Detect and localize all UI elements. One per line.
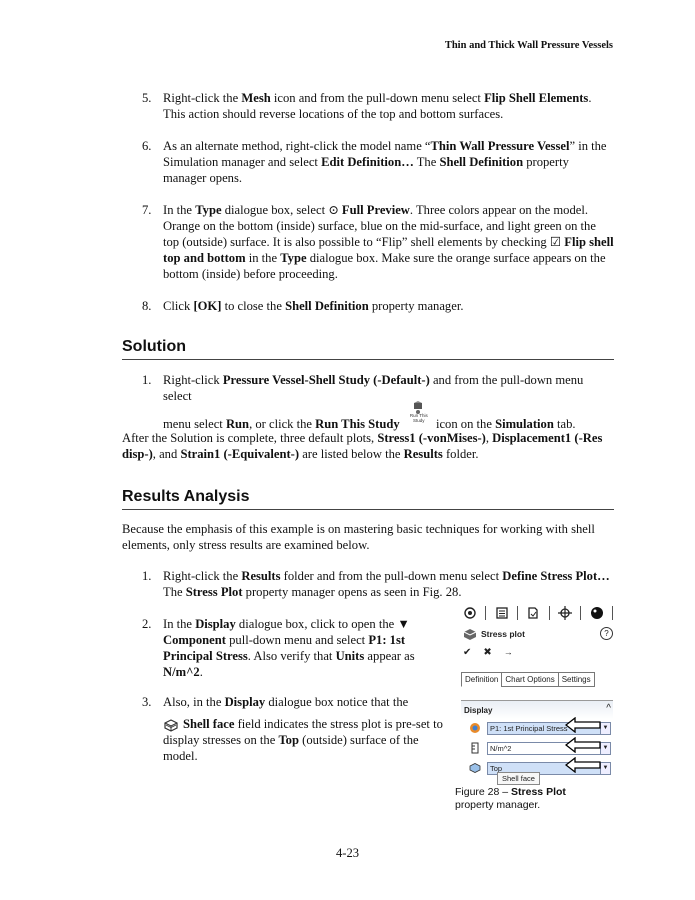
- panel-title-text: Stress plot: [481, 629, 525, 639]
- results-step-1: [122, 568, 614, 600]
- text-run: . Also verify that: [247, 649, 336, 663]
- pin-icon[interactable]: →: [503, 647, 513, 657]
- text-run: After the Solution is complete, three default plots,: [122, 431, 378, 445]
- text-run-bold: Display: [224, 695, 266, 709]
- collapse-icon[interactable]: ^: [606, 703, 611, 714]
- text-run: . Three colors appear on the model. Orange on the bottom (inside) surface, blue on the mid-surface, and light green on the top (outside) surface. It is also possible to “Flip” shell elements by checking ☑: [163, 203, 596, 249]
- list-number: 3.: [142, 695, 152, 709]
- solution-paragraph: [122, 430, 614, 462]
- list-item: [122, 202, 614, 282]
- text-run-bold: Full Preview: [341, 203, 410, 217]
- text-run: ,: [485, 431, 493, 445]
- text-run-bold: Results: [403, 447, 443, 461]
- text-run-bold: Stress1 (-vonMises-): [377, 431, 486, 445]
- list-number: 6.: [142, 139, 152, 153]
- text-run-bold: Shell face: [183, 717, 235, 731]
- text-run-bold: Edit Definition…: [321, 155, 414, 169]
- list-number: 7.: [142, 203, 152, 217]
- list-number: 5.: [142, 91, 152, 105]
- text-run-bold: Run: [225, 417, 250, 431]
- text-run-bold: Top: [278, 733, 299, 748]
- text-run: In the: [163, 617, 196, 631]
- text-run: .: [199, 665, 203, 679]
- list-text: [163, 617, 415, 679]
- text-run-bold: Simulation: [495, 417, 554, 431]
- text-run-bold: [OK]: [193, 299, 222, 313]
- text-run: The: [163, 585, 186, 599]
- text-run: In the: [163, 203, 196, 217]
- text-run: Click: [163, 299, 194, 313]
- text-run-bold: Define Stress Plot…: [502, 569, 610, 583]
- caption-label: Figure 28 –: [455, 786, 512, 798]
- text-run: . This action should reverse locations of the top and bottom surfaces.: [163, 91, 592, 121]
- text-run-bold: P1: 1st Principal Stress: [163, 633, 406, 663]
- cancel-button[interactable]: ✖: [483, 647, 492, 658]
- text-run: Right-click the: [163, 91, 242, 105]
- list-item: [122, 616, 447, 680]
- text-run-bold: Flip Shell Elements: [484, 91, 589, 105]
- text-run: icon and from the pull-down menu select: [270, 91, 485, 105]
- shell-face-tooltip: Shell face: [497, 772, 540, 785]
- text-run: property manager opens.: [163, 155, 569, 185]
- results-step-2: [122, 616, 447, 680]
- list-number: 8.: [142, 299, 152, 313]
- stress-plot-icon: [463, 628, 477, 640]
- component-icon: [469, 722, 481, 734]
- text-run-bold: Flip shell top and bottom: [163, 235, 614, 265]
- tab-chart-options[interactable]: Chart Options: [501, 672, 558, 687]
- callout-arrow-icon: [565, 717, 601, 733]
- text-run-bold: Display: [195, 617, 236, 631]
- text-run-bold: Type: [280, 251, 307, 265]
- toolbar-divider: [517, 606, 518, 620]
- list-number: 2.: [142, 617, 152, 631]
- text-run-bold: Thin Wall Pressure Vessel: [430, 139, 570, 153]
- shell-face-select-value: Top: [490, 763, 503, 773]
- text-run-bold: Stress Plot: [185, 585, 243, 599]
- list-text: [163, 91, 592, 121]
- property-manager-icon[interactable]: [493, 605, 511, 621]
- list-text: [163, 203, 614, 281]
- text-run: in the: [245, 251, 281, 265]
- callout-arrow-icon: [565, 737, 601, 753]
- caption-rest: property manager.: [455, 799, 541, 811]
- text-run-bold: Run This Study: [315, 417, 400, 431]
- dropdown-arrow-icon[interactable]: ▼: [600, 743, 610, 754]
- list-item: [122, 372, 614, 433]
- text-run: dialogue box notice that the: [265, 695, 409, 709]
- manager-toolbar: [461, 604, 613, 622]
- text-run: dialogue box, click to open the ▼: [235, 617, 410, 631]
- section-heading-solution: Solution: [122, 338, 614, 360]
- toolbar-divider: [485, 606, 486, 620]
- shell-face-icon: [163, 718, 179, 732]
- text-run: The: [413, 155, 440, 169]
- text-run-bold: Shell Definition: [439, 155, 524, 169]
- stress-plot-property-manager: [455, 604, 615, 784]
- dropdown-arrow-icon[interactable]: ▼: [600, 723, 610, 734]
- figure-caption: [455, 786, 566, 812]
- list-number: 1.: [142, 569, 152, 583]
- text-run: folder.: [442, 447, 479, 461]
- text-run-bold: Component: [163, 633, 226, 647]
- section-heading-results-analysis: Results Analysis: [122, 488, 614, 510]
- list-item: [122, 568, 614, 600]
- text-run: to close the: [221, 299, 286, 313]
- run-this-study-icon-caption: Run This Study: [409, 413, 428, 424]
- text-run: Right-click the: [163, 569, 242, 583]
- configuration-manager-icon[interactable]: [524, 605, 542, 621]
- display-group-title: Display: [464, 706, 493, 715]
- text-run: appear as: [364, 649, 415, 663]
- text-run: pull-down menu and select: [225, 633, 369, 647]
- shell-face-select-icon: [469, 762, 481, 774]
- units-icon: [469, 742, 481, 754]
- text-run: tab.: [553, 417, 576, 431]
- results-step-3: [122, 694, 447, 764]
- text-run-bold: Type: [195, 203, 222, 217]
- text-run: (outside) surface of the model.: [163, 733, 419, 764]
- list-item: [122, 138, 614, 186]
- text-run: are listed below the: [299, 447, 404, 461]
- text-run: folder and from the pull-down menu select: [280, 569, 503, 583]
- text-run: , or click the: [249, 417, 316, 431]
- toolbar-divider: [549, 606, 550, 620]
- list-item: [122, 90, 614, 122]
- text-run: icon on the: [435, 417, 496, 431]
- running-head: Thin and Thick Wall Pressure Vessels: [444, 40, 613, 51]
- text-run-bold: Mesh: [241, 91, 271, 105]
- text-run: Also, in the: [163, 695, 225, 709]
- text-run: As an alternate method, right-click the model name “: [163, 139, 431, 153]
- caption-bold: Stress Plot: [511, 786, 566, 798]
- text-run: property manager opens as seen in Fig. 28.: [242, 585, 462, 599]
- units-select-value: N/m^2: [490, 743, 512, 753]
- panel-title: [463, 628, 525, 640]
- text-run: dialogue box, select ⊙: [221, 203, 342, 217]
- text-run: dialogue box. Make sure the orange surface appears on the bottom (inside) before proceeding.: [163, 251, 606, 281]
- text-run: ” in the Simulation manager and select: [163, 139, 607, 169]
- text-run: Right-click: [163, 373, 223, 387]
- steps-list-1: [122, 90, 614, 314]
- tab-definition[interactable]: Definition: [461, 672, 502, 687]
- text-run: , and: [152, 447, 181, 461]
- text-run-bold: Pressure Vessel-Shell Study (-Default-): [222, 373, 430, 387]
- results-paragraph: Because the emphasis of this example is on mastering basic techniques for working with shell elements, only stress results are examined below.: [122, 522, 595, 552]
- simulation-manager-icon[interactable]: [461, 605, 479, 621]
- panel-actions: [463, 647, 513, 658]
- display-manager-icon[interactable]: [588, 605, 606, 621]
- text-run-bold: Units: [335, 649, 365, 663]
- panel-tabs: [461, 672, 594, 687]
- text-run: property manager.: [368, 299, 464, 313]
- toolbar-divider: [612, 606, 613, 620]
- list-text: [163, 139, 607, 185]
- callout-arrow-icon: [565, 757, 601, 773]
- list-item: [122, 694, 447, 764]
- text-run: and from the pull-down menu select: [163, 373, 584, 403]
- text-run-bold: Strain1 (-Equivalent-): [180, 447, 300, 461]
- text-run-bold: Displacement1 (-Res disp-): [122, 431, 603, 461]
- ok-button[interactable]: ✔: [463, 647, 472, 658]
- text-run: menu select: [163, 417, 226, 431]
- dimxpert-manager-icon[interactable]: [556, 605, 574, 621]
- list-number: 1.: [142, 373, 152, 387]
- list-text: [163, 299, 463, 313]
- text-run-bold: Shell Definition: [285, 299, 369, 313]
- toolbar-divider: [580, 606, 581, 620]
- help-icon[interactable]: ?: [600, 627, 613, 640]
- text-run-bold: Results: [241, 569, 281, 583]
- tab-settings[interactable]: Settings: [558, 672, 595, 687]
- page-number: 4-23: [335, 846, 360, 860]
- text-run: field indicates the stress plot is pre-set to display stresses on the: [163, 717, 443, 748]
- text-run-bold: N/m^2: [163, 665, 200, 679]
- solution-step: [122, 372, 614, 433]
- list-text: [163, 569, 610, 599]
- dropdown-arrow-icon[interactable]: ▼: [600, 763, 610, 774]
- list-item: [122, 298, 614, 314]
- component-select-value: P1: 1st Principal Stress: [490, 723, 568, 733]
